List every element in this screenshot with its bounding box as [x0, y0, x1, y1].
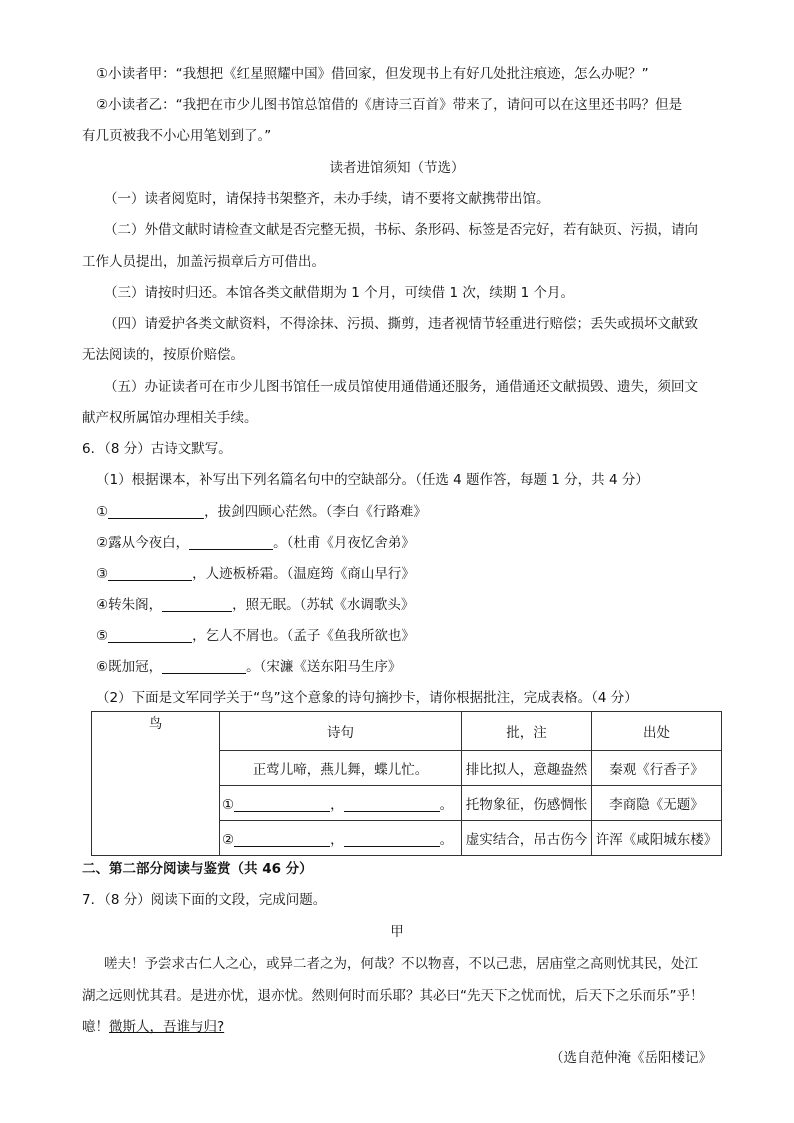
header-source: 出处 [592, 712, 722, 751]
item-prefix: ②露从今夜白， [96, 535, 190, 551]
note-cell: 虚实结合，吊古伤今 [462, 821, 592, 856]
period: 。 [439, 832, 454, 848]
note-cell: 托物象征，伤感惆怅 [462, 786, 592, 821]
notice-item-3: （三）请按时归还。本馆各类文献借期为 1 个月，可续借 1 次，续期 1 个月。 [104, 285, 575, 301]
question-6-part1-prompt: （1）根据课本，补写出下列名篇名句中的空缺部分。（任选 4 题作答，每题 1 分，共 4 分） [96, 472, 649, 488]
reader-a-text: ①小读者甲：“我想把《红星照耀中国》借回家，但发现书上有好几处批注痕迹，怎么办呢？” [96, 66, 649, 82]
recitation-item-4 [96, 595, 736, 615]
table-header-row [92, 712, 722, 751]
notice-item-2: （二）外借文献时请检查文献是否完整无损，书标、条形码、标签是否完好，若有缺页、污损，请向 [104, 222, 698, 238]
item-suffix: 。（宋濂《送东阳马生序》 [246, 659, 402, 675]
fill-blank[interactable] [108, 566, 192, 581]
passage-line-1: 嗟夫！予尝求古仁人之心，或异二者之为，何哉？不以物喜，不以己悲，居庙堂之高则忧其民，处江 [104, 956, 698, 972]
item-suffix: ，乞人不屑也。（孟子《鱼我所欲也》 [192, 628, 415, 644]
verse-cell [220, 821, 462, 856]
notice-title: 读者进馆须知（节选） [329, 160, 465, 176]
recitation-item-2 [96, 533, 736, 553]
recitation-item-6 [96, 657, 736, 677]
item-suffix: ，拔剑四顾心茫然。（李白《行路难》 [204, 504, 427, 520]
item-prefix: ④转朱阁， [96, 597, 163, 613]
reader-b-text-cont: 有几页被我不小心用笔划到了。” [82, 128, 272, 144]
poem-table [91, 711, 722, 856]
fill-blank[interactable] [344, 797, 440, 812]
reader-b-text: ②小读者乙：“我把在市少儿图书馆总馆借的《唐诗三百首》带来了，请问可以在这里还书吗？但是 [96, 97, 683, 113]
fill-blank[interactable] [162, 659, 246, 674]
notice-item-1: （一）读者阅览时，请保持书架整齐，未办手续，请不要将文献携带出馆。 [104, 191, 550, 207]
item-suffix: 。（杜甫《月夜忆舍弟》 [273, 535, 415, 551]
section-2-title: 二、第二部分阅读与鉴赏（共 46 分） [82, 861, 313, 877]
recitation-item-5 [96, 626, 736, 646]
passage-source: （选自范仲淹《岳阳楼记》 [550, 1050, 712, 1066]
question-6-part2-prompt: （2）下面是文军同学关于“鸟”这个意象的诗句摘抄卡，请你根据批注，完成表格。（4 分） [96, 690, 638, 706]
item-prefix: ③ [96, 566, 109, 582]
verse-cell [220, 786, 462, 821]
item-suffix: ，人迹板桥霜。（温庭筠《商山早行》 [192, 566, 415, 582]
item-prefix: ① [96, 504, 109, 520]
comma: ， [330, 832, 344, 848]
notice-item-5: （五）办证读者可在市少儿图书馆任一成员馆使用通借通还服务，通借通还文献损毁、遗失，须回文 [104, 379, 698, 395]
notice-item-2-cont: 工作人员提出，加盖污损章后方可借出。 [82, 254, 325, 270]
notice-item-5-cont: 献产权所属馆办理相关手续。 [82, 410, 258, 426]
item-suffix: ，照无眠。（苏轼《水调歌头》 [232, 597, 415, 613]
source-cell: 许浑《咸阳城东楼》 [592, 821, 722, 856]
header-note: 批，注 [462, 712, 592, 751]
fill-blank[interactable] [234, 832, 330, 847]
passage-label: 甲 [390, 924, 404, 940]
recitation-item-3 [96, 564, 736, 584]
recitation-item-1 [96, 502, 736, 522]
question-7-title: 7．（8 分）阅读下面的文段，完成问题。 [82, 892, 327, 908]
header-bird: 鸟 [92, 712, 220, 856]
passage-line-3 [82, 1017, 722, 1037]
verse-prefix: ① [222, 797, 235, 813]
item-prefix: ⑥既加冠， [96, 659, 163, 675]
comma: ， [330, 797, 344, 813]
fill-blank[interactable] [108, 628, 192, 643]
passage-line-2: 湖之远则忧其君。是进亦忧，退亦忧。然则何时而乐耶？其必曰“先天下之忧而忧，后天下之乐而乐”乎！ [82, 988, 704, 1004]
notice-item-4: （四）请爱护各类文献资料，不得涂抹、污损、撕剪，违者视情节轻重进行赔偿；丢失或损坏文献致 [104, 316, 698, 332]
verse-cell: 正莺儿啼，燕儿舞，蝶儿忙。 [220, 751, 462, 786]
notice-item-4-cont: 无法阅读的，按原价赔偿。 [82, 347, 244, 363]
fill-blank[interactable] [162, 597, 232, 612]
item-prefix: ⑤ [96, 628, 109, 644]
header-verse: 诗句 [220, 712, 462, 751]
source-cell: 李商隐《无题》 [592, 786, 722, 821]
period: 。 [439, 797, 454, 813]
source-cell: 秦观《行香子》 [592, 751, 722, 786]
fill-blank[interactable] [108, 504, 204, 519]
verse-prefix: ② [222, 832, 235, 848]
note-cell: 排比拟人，意趣盎然 [462, 751, 592, 786]
fill-blank[interactable] [234, 797, 330, 812]
underlined-sentence: 微斯人，吾谁与归? [109, 1019, 225, 1035]
passage-text: 噫！ [82, 1019, 109, 1035]
question-6-title: 6．（8 分）古诗文默写。 [82, 441, 232, 457]
fill-blank[interactable] [189, 535, 273, 550]
fill-blank[interactable] [344, 832, 440, 847]
